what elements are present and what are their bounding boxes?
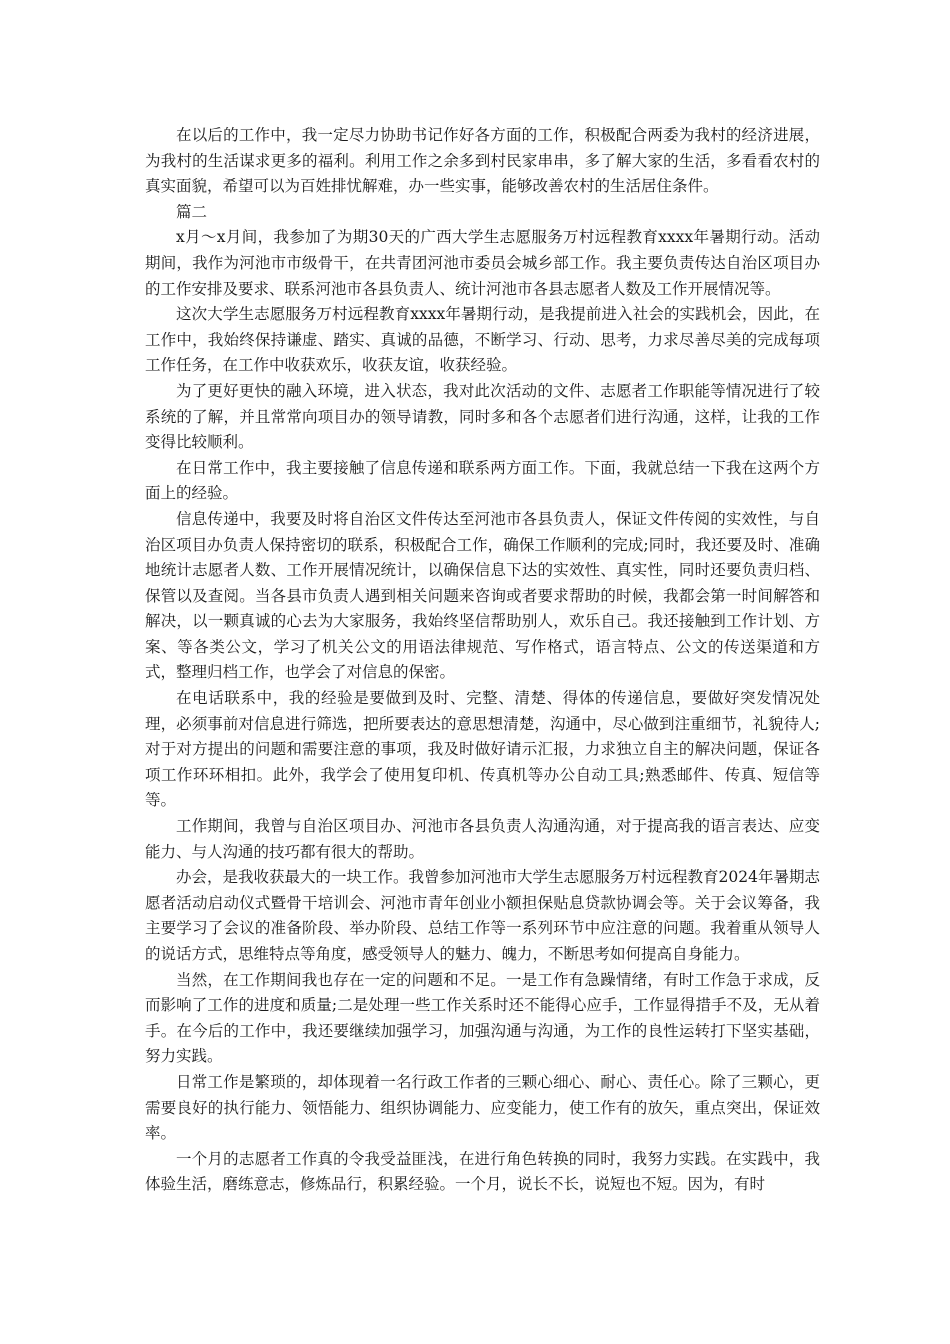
paragraph: 在电话联系中，我的经验是要做到及时、完整、清楚、得体的传递信息，要做好突发情况处理，必须事前对信息进行筛选，把所要表达的意思想清楚，沟通中，尽心做到注重细节，礼貌待人;对于对方提出的问题和需要注意的事项，我及时做好请示汇报，力求独立自主的解决问题，保证各项工作环环相扣。此外，我学会了使用复印机、传真机等办公自动工具;熟悉邮件、传真、短信等等。 [145, 689, 820, 810]
paragraph: 办会，是我收获最大的一块工作。我曾参加河池市大学生志愿服务万村远程教育2024年暑期志愿者活动启动仪式暨骨干培训会、河池市青年创业小额担保贴息贷款协调会等。关于会议筹备，我主要学习了会议的准备阶段、举办阶段、总结工作等一系列环节中应注意的问题。我着重从领导人的说话方式，思维特点等角度，感受领导人的魅力、魄力，不断思考如何提高自身能力。 [145, 868, 820, 963]
paragraph: 为了更好更快的融入环境，进入状态，我对此次活动的文件、志愿者工作职能等情况进行了较系统的了解，并且常常向项目办的领导请教，同时多和各个志愿者们进行沟通，这样，让我的工作变得比较顺利。 [145, 381, 820, 452]
section-heading [145, 200, 820, 226]
document-body [145, 123, 820, 1198]
paragraph: x月～x月间，我参加了为期30天的广西大学生志愿服务万村远程教育xxxx年暑期行动。活动期间，我作为河池市市级骨干，在共青团河池市委员会城乡部工作。我主要负责传达自治区项目办的工作安排及要求、联系河池市各县负责人、统计河池市各县志愿者人数及工作开展情况等。 [145, 228, 820, 298]
paragraph: 日常工作是繁琐的，却体现着一名行政工作者的三颗心细心、耐心、责任心。除了三颗心，更需要良好的执行能力、领悟能力、组织协调能力、应变能力，使工作有的放矢，重点突出，保证效率。 [145, 1072, 820, 1143]
paragraph: 在日常工作中，我主要接触了信息传递和联系两方面工作。下面，我就总结一下我在这两个方面上的经验。 [145, 458, 820, 503]
paragraph: 信息传递中，我要及时将自治区文件传达至河池市各县负责人，保证文件传阅的实效性，与自治区项目办负责人保持密切的联系，积极配合工作，确保工作顺利的完成;同时，我还要及时、准确地统计志愿者人数、工作开展情况统计，以确保信息下达的实效性、真实性，同时还要负责归档、保管以及查阅。当各县市负责人遇到相关问题来咨询或者要求帮助的时候，我都会第一时间解答和解决，以一颗真诚的心去为大家服务，我始终坚信帮助别人，欢乐自己。我还接触到工作计划、方案、等各类公文，学习了机关公文的用语法律规范、写作格式，语言特点、公文的传送渠道和方式，整理归档工作，也学会了对信息的保密。 [145, 509, 820, 682]
paragraph: 一个月的志愿者工作真的令我受益匪浅，在进行角色转换的同时，我努力实践。在实践中，我体验生活，磨练意志，修炼品行，积累经验。一个月，说长不长，说短也不短。因为，有时 [145, 1149, 820, 1194]
section-heading-text: 篇二 [176, 202, 208, 221]
paragraph-intro: 在以后的工作中，我一定尽力协助书记作好各方面的工作，积极配合两委为我村的经济进展，为我村的生活谋求更多的福利。利用工作之余多到村民家串串，多了解大家的生活，多看看农村的真实面貌，希望可以为百姓排忧解难，办一些实事，能够改善农村的生活居住条件。 [145, 126, 820, 196]
paragraph: 当然，在工作期间我也存在一定的问题和不足。一是工作有急躁情绪，有时工作急于求成，反而影响了工作的进度和质量;二是处理一些工作关系时还不能得心应手，工作显得措手不及，无从着手。在今后的工作中，我还要继续加强学习，加强沟通与沟通，为工作的良性运转打下坚实基础，努力实践。 [145, 970, 820, 1066]
paragraph: 工作期间，我曾与自治区项目办、河池市各县负责人沟通沟通，对于提高我的语言表达、应变能力、与人沟通的技巧都有很大的帮助。 [145, 817, 820, 861]
paragraph: 这次大学生志愿服务万村远程教育xxxx年暑期行动，是我提前进入社会的实践机会，因此，在工作中，我始终保持谦虚、踏实、真诚的品德，不断学习、行动、思考，力求尽善尽美的完成每项工作任务，在工作中收获欢乐，收获友谊，收获经验。 [145, 305, 820, 375]
